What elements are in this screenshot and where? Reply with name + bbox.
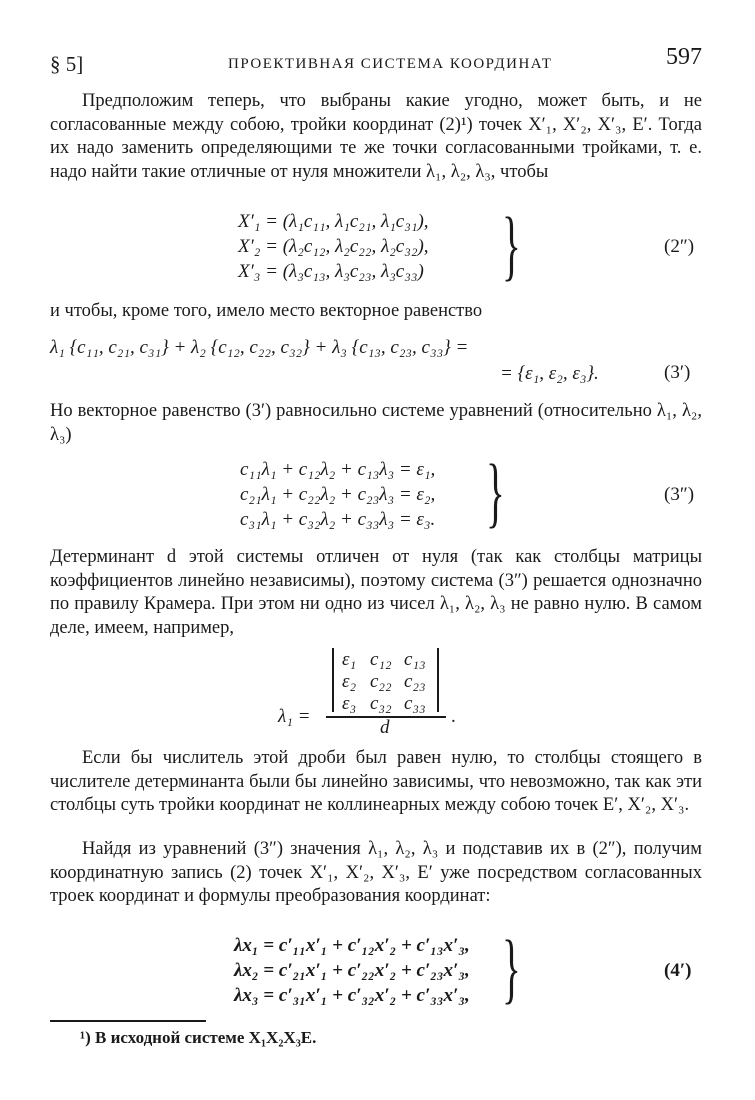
running-title: ПРОЕКТИВНАЯ СИСТЕМА КООРДИНАТ bbox=[228, 56, 553, 72]
det-r3c1: ε₃ bbox=[342, 693, 357, 714]
eq4-brace: } bbox=[502, 924, 521, 1011]
footnote-rule bbox=[50, 1020, 206, 1022]
det-r1c2: c₁₂ bbox=[370, 649, 392, 670]
eq2-line-2: X′₂ = (λ₂c₁₂, λ₂c₂₂, λ₂c₃₂), bbox=[238, 236, 429, 257]
determinant-left-bar bbox=[332, 648, 334, 712]
paragraph-1: Предположим теперь, что выбраны какие угодно, может быть, и не согласованные между собою, тройки координат (2)¹) точек X′₁, X′₂, X′₃, E′. Тогда их надо заменить определяющими те же точки согласованными тройками, т. е. надо найти такие отличные от нуля множители λ₁, λ₂, λ₃, чтобы bbox=[50, 91, 702, 182]
eq2-label: (2″) bbox=[664, 236, 695, 257]
eq3pp-line-3: c₃₁λ₁ + c₃₂λ₂ + c₃₃λ₃ = ε₃. bbox=[240, 509, 436, 530]
cramer-denominator: d bbox=[380, 717, 390, 738]
eq2-line-3: X′₃ = (λ₃c₁₃, λ₃c₂₃, λ₃c₃₃) bbox=[238, 261, 424, 282]
det-r1c1: ε₁ bbox=[342, 649, 357, 670]
eq3pp-label: (3″) bbox=[664, 484, 695, 505]
paragraph-5: Если бы числитель этой дроби был равен нулю, то столбцы стоящего в числителе детерминанта были бы линейно зависимы, что невозможно, так как эти столбцы суть тройки координат не коллинеарных между собою точек E′, X′₂, X′₃. bbox=[50, 748, 702, 815]
cramer-period: . bbox=[451, 706, 456, 727]
eq3-line-2: = {ε₁, ε₂, ε₃}. bbox=[500, 363, 599, 384]
eq2-line-1: X′₁ = (λ₁c₁₁, λ₁c₂₁, λ₁c₃₁), bbox=[238, 211, 429, 232]
det-r1c3: c₁₃ bbox=[404, 649, 426, 670]
paragraph-6: Найдя из уравнений (3″) значения λ₁, λ₂, λ₃ и подставив их в (2″), получим координатную запись (2) точек X′₁, X′₂, X′₃, E′ уже посредством согласованных троек координат и формулы преобразования координат: bbox=[50, 839, 702, 906]
eq2-brace: } bbox=[502, 201, 521, 288]
section-marker: § 5] bbox=[50, 52, 84, 76]
eq3-label: (3′) bbox=[664, 362, 691, 383]
page-number: 597 bbox=[666, 44, 702, 70]
determinant-right-bar bbox=[437, 648, 439, 712]
eq3-line-1: λ₁ {c₁₁, c₂₁, c₃₁} + λ₂ {c₁₂, c₂₂, c₃₂} + λ₃ {c₁₃, c₂₃, c₃₃} = bbox=[50, 337, 469, 358]
eq4-line-3: λx₃ = c′₃₁x′₁ + c′₃₂x′₂ + c′₃₃x′₃, bbox=[234, 985, 470, 1006]
paragraph-4: Детерминант d этой системы отличен от нуля (так как столбцы матрицы коэффициентов линейно независимы), поэтому система (3″) решается однозначно по правилу Крамера. При этом ни одно из чисел λ₁, λ₂, λ₃ не равно нулю. В самом деле, имеем, например, bbox=[50, 547, 702, 638]
det-r3c3: c₃₃ bbox=[404, 693, 426, 714]
eq4-label: (4′) bbox=[664, 960, 692, 981]
eq4-line-1: λx₁ = c′₁₁x′₁ + c′₁₂x′₂ + c′₁₃x′₃, bbox=[234, 935, 470, 956]
det-r2c2: c₂₂ bbox=[370, 671, 392, 692]
footnote: ¹) В исходной системе X₁X₂X₃E. bbox=[80, 1028, 317, 1047]
eq3pp-line-1: c₁₁λ₁ + c₁₂λ₂ + c₁₃λ₃ = ε₁, bbox=[240, 459, 436, 480]
det-r3c2: c₃₂ bbox=[370, 693, 392, 714]
det-r2c3: c₂₃ bbox=[404, 671, 426, 692]
cramer-lhs: λ₁ = bbox=[278, 706, 311, 727]
paragraph-3: Но векторное равенство (3′) равносильно системе уравнений (относительно λ₁, λ₂, λ₃) bbox=[50, 401, 702, 445]
det-r2c1: ε₂ bbox=[342, 671, 357, 692]
eq3pp-brace: } bbox=[486, 448, 505, 535]
eq4-line-2: λx₂ = c′₂₁x′₁ + c′₂₂x′₂ + c′₂₃x′₃, bbox=[234, 960, 470, 981]
paragraph-2: и чтобы, кроме того, имело место векторное равенство bbox=[50, 301, 483, 321]
eq3pp-line-2: c₂₁λ₁ + c₂₂λ₂ + c₂₃λ₃ = ε₂, bbox=[240, 484, 436, 505]
